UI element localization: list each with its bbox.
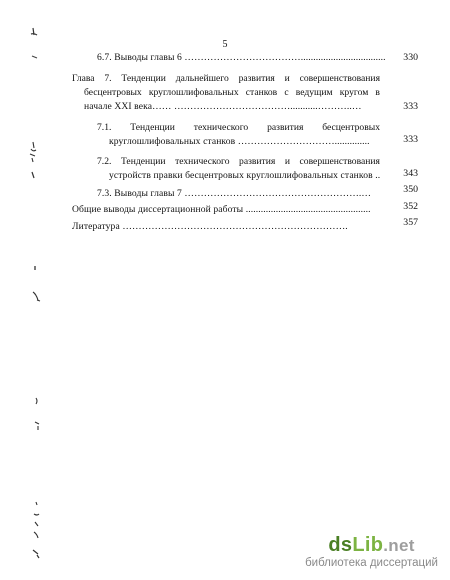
page-number: 5 (222, 39, 228, 50)
toc-page-general-conclusions: 352 (403, 201, 418, 212)
toc-entry-6-7: 6.7. Выводы главы 6 ……………………………….................................. (97, 52, 386, 63)
toc-entry-7-1-line-2: круглошлифовальных станков ………………………….............. (109, 136, 370, 147)
toc-entry-7-2-line-1: 7.2. Тенденции технического развития и совершенствования (97, 156, 380, 167)
scan-artifact-mark (28, 500, 44, 560)
toc-page-literature: 357 (403, 217, 418, 228)
toc-entry-general-conclusions: Общие выводы диссертационной работы .................................................. (72, 204, 371, 215)
toc-page-7-1: 333 (403, 134, 418, 145)
toc-page-6-7: 330 (403, 52, 418, 63)
scan-artifact-mark (30, 396, 44, 436)
toc-entry-7-3: 7.3. Выводы главы 7 ……………………………………………….… (97, 188, 372, 199)
dslib-watermark (305, 535, 438, 570)
scan-artifact-mark (24, 140, 42, 180)
dslib-subtitle: библиотека диссертаций (305, 557, 438, 569)
toc-entry-chapter-7-line-3: начале XXI века…… ………………………………...........………..… (84, 101, 362, 112)
toc-entry-7-2-line-2: устройств правки бесцентровых круглошлифовальных станков .. (109, 170, 381, 181)
scan-artifact-mark (28, 264, 42, 304)
toc-page-chapter-7: 333 (403, 101, 418, 112)
toc-page-7-3: 350 (403, 184, 418, 195)
toc-entry-chapter-7-line-1: Глава 7. Тенденции дальнейшего развития и совершенствования (72, 73, 380, 84)
dslib-logo: dsLib.net (328, 534, 415, 556)
toc-page-7-2: 343 (403, 168, 418, 179)
toc-entry-7-1-line-1: 7.1. Тенденции технического развития бесцентровых (97, 122, 380, 133)
scan-artifact-mark (28, 26, 42, 66)
toc-entry-chapter-7-line-2: бесцентровых круглошлифовальных станков с ведущим кругом в (84, 87, 380, 98)
toc-entry-literature: Литература ……………………………………………………………. (72, 221, 348, 232)
